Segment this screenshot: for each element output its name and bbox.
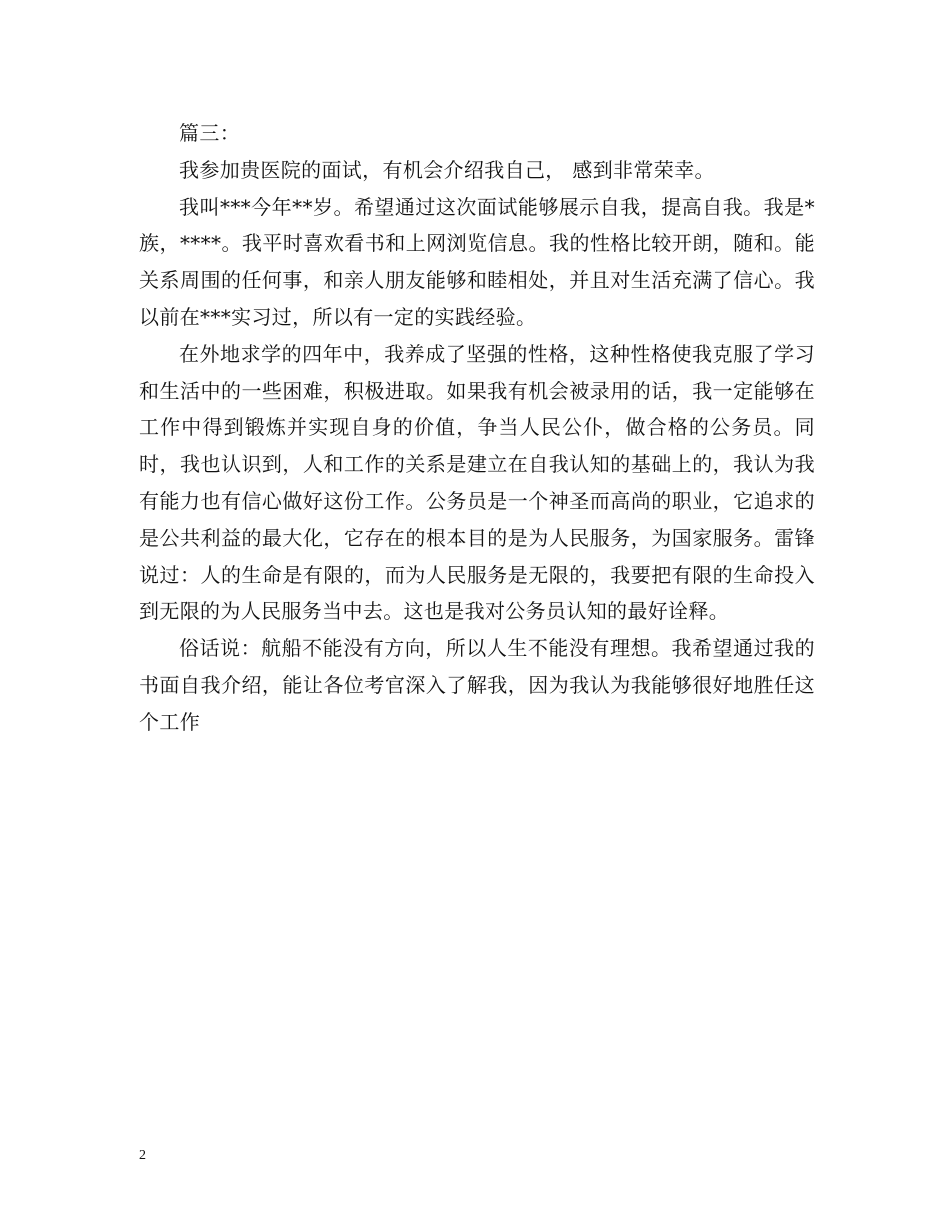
paragraph-intro: 我参加贵医院的面试，有机会介绍我自己， 感到非常荣幸。 — [179, 157, 715, 182]
document-body — [139, 115, 815, 741]
paragraph-study-and-career: 在外地求学的四年中，我养成了坚强的性格，这种性格使我克服了学习和生活中的一些困难，积极进取。如果我有机会被录用的话，我一定能够在工作中得到锻炼并实现自身的价值，争当人民公仆，做合格的公务员。同时，我也认识到，人和工作的关系是建立在自我认知的基础上的，我认为我有能力也有信心做好这份工作。公务员是一个神圣而高尚的职业，它追求的是公共利益的最大化，它存在的根本目的是为人民服务，为国家服务。雷锋说过：人的生命是有限的，而为人民服务是无限的，我要把有限的生命投入到无限的为人民服务当中去。这也是我对公务员认知的最好诠释。 — [139, 341, 815, 624]
paragraph-self-introduction: 我叫***今年**岁。希望通过这次面试能够展示自我，提高自我。我是*族，****。我平时喜欢看书和上网浏览信息。我的性格比较开朗，随和。能关系周围的任何事，和亲人朋友能够和睦相处，并且对生活充满了信心。我以前在***实习过，所以有一定的实践经验。 — [139, 194, 815, 329]
page-number: 2 — [139, 1148, 146, 1163]
section-heading: 篇三： — [179, 121, 241, 145]
paragraph-conclusion: 俗话说：航船不能没有方向，所以人生不能没有理想。我希望通过我的书面自我介绍，能让各位考官深入了解我，因为我认为我能够很好地胜任这个工作 — [139, 636, 815, 734]
